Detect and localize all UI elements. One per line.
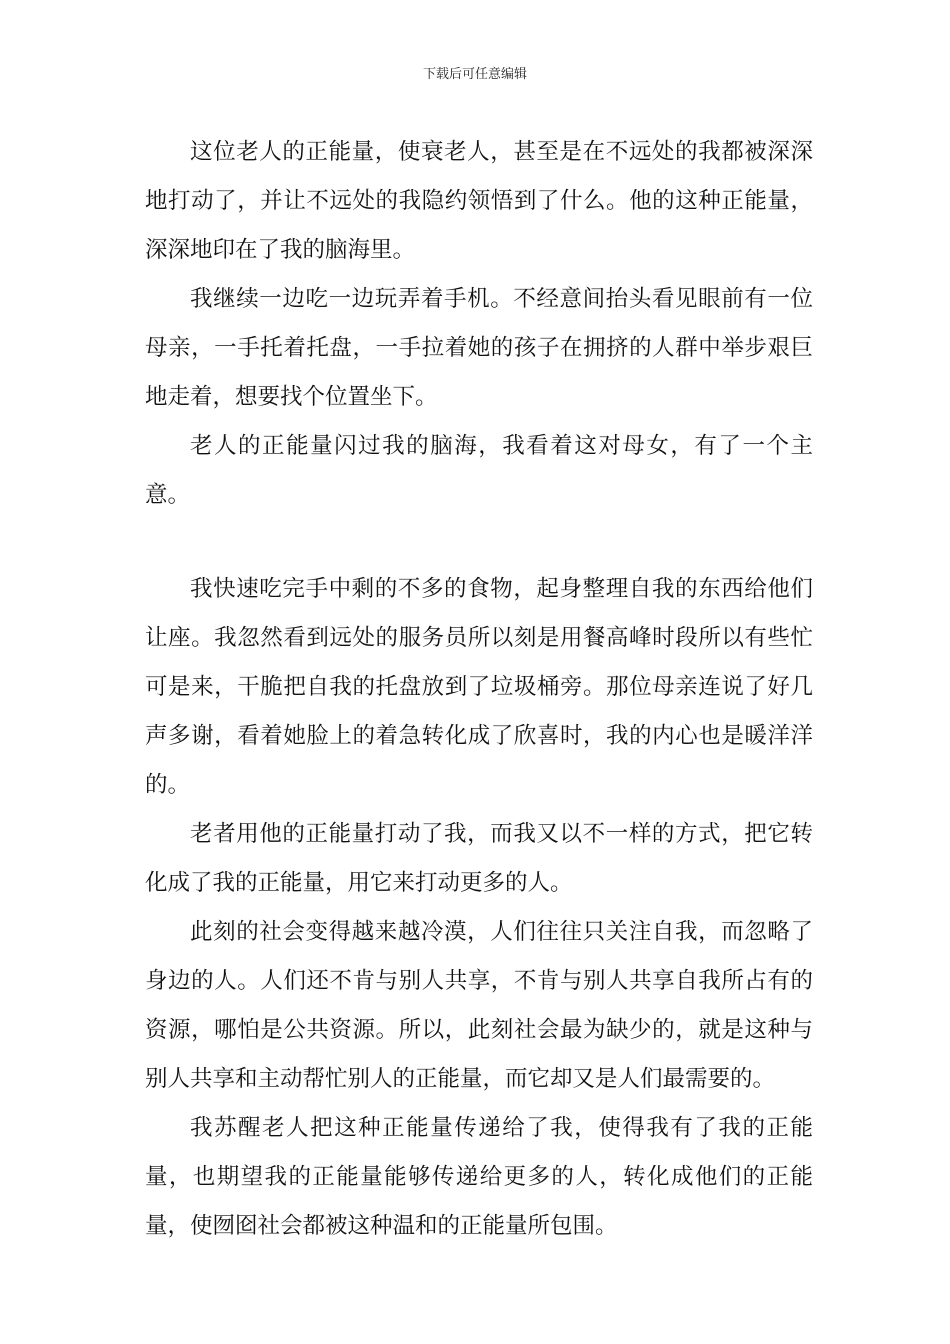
paragraph-7: 我苏醒老人把这种正能量传递给了我，使得我有了我的正能量，也期望我的正能量能够传递给更多的人，转化成他们的正能量，使囫囵社会都被这种温和的正能量所包围。: [145, 1115, 813, 1239]
paragraph-4: 我快速吃完手中剩的不多的食物，起身整理自我的东西给他们让座。我忽然看到远处的服务员所以刻是用餐高峰时段所以有些忙可是来，干脆把自我的托盘放到了垃圾桶旁。那位母亲连说了好几声多谢，看着她脸上的着急转化成了欣喜时，我的内心也是暖洋洋的。: [145, 576, 813, 798]
paragraph-2: 我继续一边吃一边玩弄着手机。不经意间抬头看见眼前有一位母亲，一手托着托盘，一手拉着她的孩子在拥挤的人群中举步艰巨地走着，想要找个位置坐下。: [145, 286, 813, 410]
paragraph-3: 老人的正能量闪过我的脑海，我看着这对母女，有了一个主意。: [145, 433, 813, 508]
paragraph-5: 老者用他的正能量打动了我，而我又以不一样的方式，把它转化成了我的正能量，用它来打动更多的人。: [145, 821, 813, 896]
page-header: 下载后可任意编辑: [422, 67, 527, 82]
paragraph-6: 此刻的社会变得越来越冷漠，人们往往只关注自我，而忽略了身边的人。人们还不肯与别人共享，不肯与别人共享自我所占有的资源，哪怕是公共资源。所以，此刻社会最为缺少的，就是这种与别人共享和主动帮忙别人的正能量，而它却又是人们最需要的。: [145, 919, 813, 1092]
paragraph-1: 这位老人的正能量，使衰老人，甚至是在不远处的我都被深深地打动了，并让不远处的我隐约领悟到了什么。他的这种正能量，深深地印在了我的脑海里。: [145, 139, 813, 263]
body-text: [145, 128, 813, 1251]
